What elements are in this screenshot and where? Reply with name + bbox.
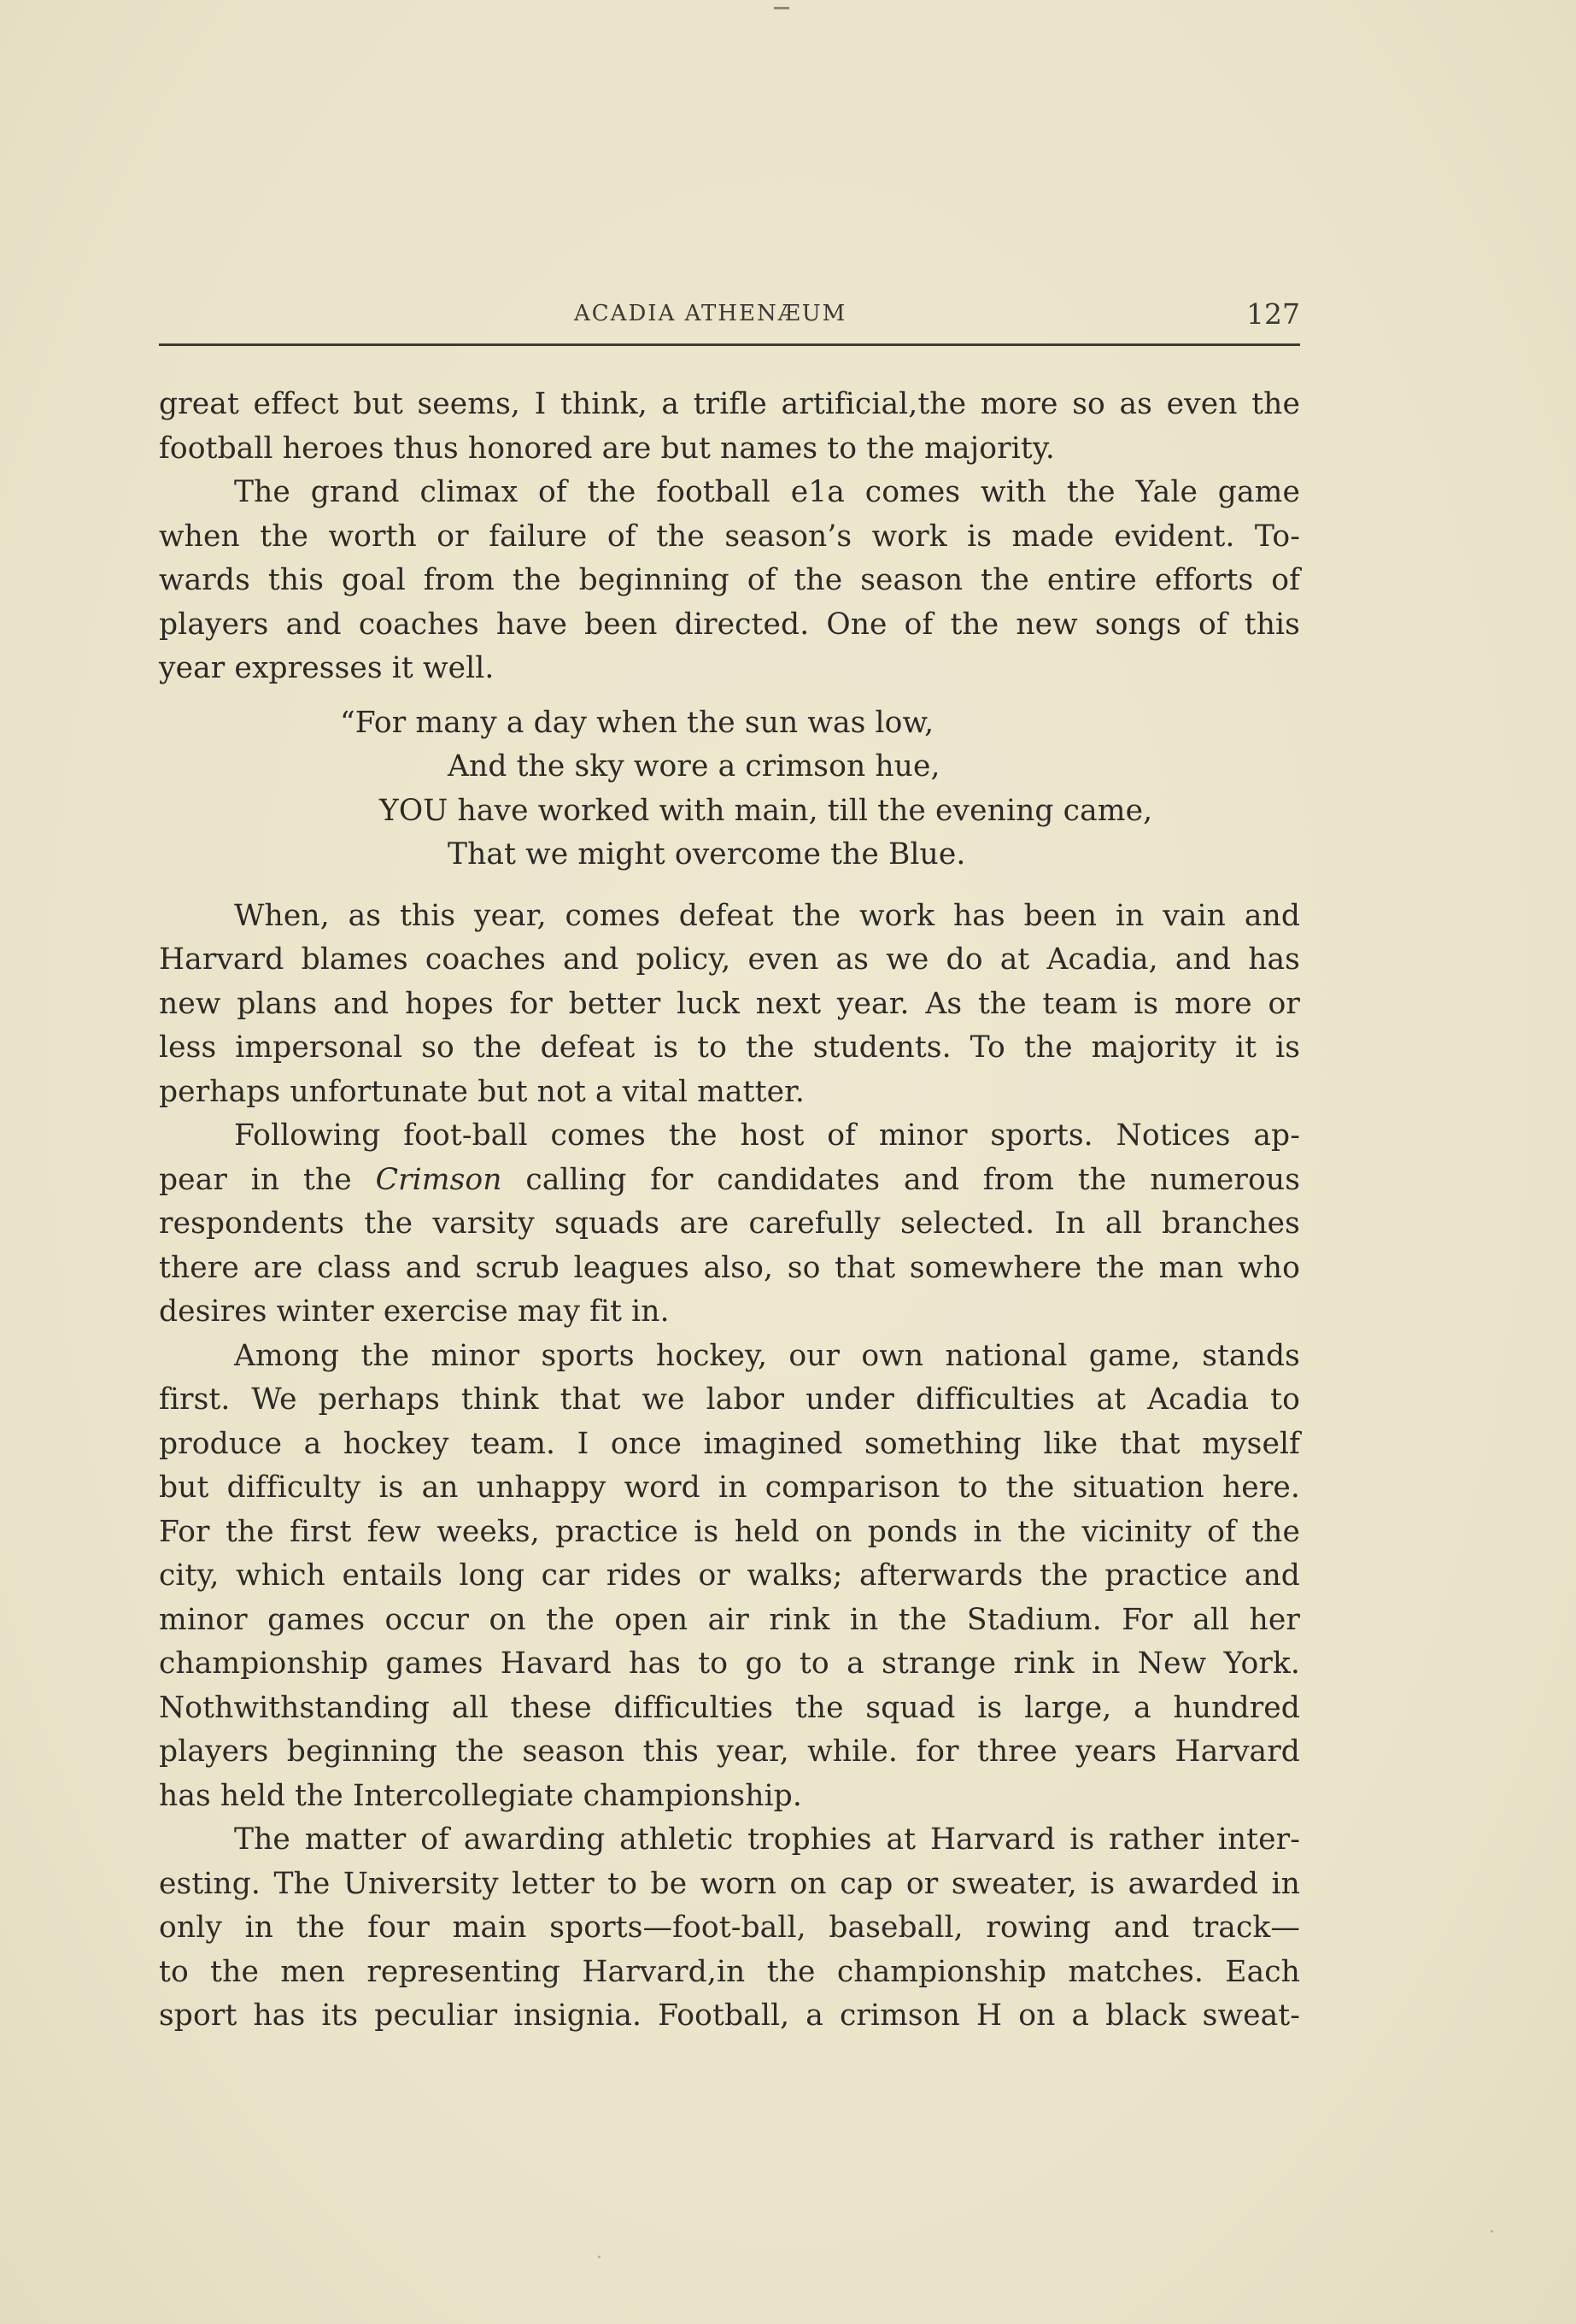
journal-title: ACADIA ATHENÆUM xyxy=(574,301,847,326)
text-line: first. We perhaps think that we labor under difficulties at Acadia to xyxy=(159,1382,1300,1417)
paper-speck xyxy=(598,2256,601,2258)
text-line: The matter of awarding athletic trophies at Harvard is rather inter- xyxy=(234,1822,1300,1857)
text-line: has held the Intercollegiate championship. xyxy=(159,1778,802,1813)
text-line: football heroes thus honored are but names to the majority. xyxy=(159,431,1055,466)
paragraph xyxy=(159,471,1300,691)
text-line: Among the minor sports hockey, our own national game, stands xyxy=(234,1338,1300,1373)
italic-title: Crimson xyxy=(375,1162,502,1197)
text-line: sport has its peculiar insignia. Football, a crimson H on a black sweat- xyxy=(159,1998,1300,2033)
text-line: The grand climax of the football e1a comes with the Yale game xyxy=(234,475,1300,509)
paragraph xyxy=(159,1335,1300,1819)
verse-line: And the sky wore a crimson hue, xyxy=(448,749,940,783)
paragraph xyxy=(159,1818,1300,2039)
text-line: there are class and scrub leagues also, so that somewhere the man who xyxy=(159,1250,1300,1285)
text-line: minor games occur on the open air rink in the Stadium. For all her xyxy=(159,1602,1300,1637)
text-line: wards this goal from the beginning of the season the entire efforts of xyxy=(159,563,1300,597)
text-line: when the worth or failure of the season’s work is made evident. To- xyxy=(159,519,1300,554)
paragraph xyxy=(159,1114,1300,1335)
text-line: great effect but seems, I think, a trifle artificial,the more so as even the xyxy=(159,387,1300,421)
text-line: perhaps unfortunate but not a vital matter. xyxy=(159,1074,805,1109)
verse-line: YOU have worked with main, till the evening came, xyxy=(379,793,1153,828)
text-line: city, which entails long car rides or walks; afterwards the practice and xyxy=(159,1558,1300,1593)
header-rule xyxy=(159,343,1300,346)
paragraphs-after-verse xyxy=(159,895,1300,2039)
running-head xyxy=(159,297,1300,335)
text-line: new plans and hopes for better luck next year. As the team is more or xyxy=(159,986,1300,1021)
text-line: players and coaches have been directed. One of the new songs of this xyxy=(159,607,1300,642)
text-line: For the first few weeks, practice is held on ponds in the vicinity of the xyxy=(159,1514,1300,1549)
text-line: year expresses it well. xyxy=(159,651,495,685)
text-line: championship games Havard has to go to a strange rink in New York. xyxy=(159,1646,1300,1681)
paragraphs-before-verse xyxy=(159,383,1300,691)
text-line: to the men representing Harvard,in the championship matches. Each xyxy=(159,1954,1300,1989)
text-line: pear in the Crimson calling for candidates and from the numerous xyxy=(159,1162,1300,1197)
text-line: When, as this year, comes defeat the work has been in vain and xyxy=(234,898,1300,933)
text-line: esting. The University letter to be worn on cap or sweater, is awarded in xyxy=(159,1866,1300,1901)
text-line: players beginning the season this year, while. for three years Harvard xyxy=(159,1734,1300,1769)
text-line: only in the four main sports—foot-ball, baseball, rowing and track— xyxy=(159,1910,1300,1945)
text-line: produce a hockey team. I once imagined something like that myself xyxy=(159,1426,1300,1461)
page-number: 127 xyxy=(1246,297,1300,331)
text-line: Following foot-ball comes the host of minor sports. Notices ap- xyxy=(234,1118,1300,1153)
text-line: Nothwithstanding all these difficulties the squad is large, a hundred xyxy=(159,1690,1300,1725)
text-line: less impersonal so the defeat is to the students. To the majority it is xyxy=(159,1030,1300,1065)
paper-speck xyxy=(1491,2230,1493,2233)
text-line: desires winter exercise may fit in. xyxy=(159,1294,670,1329)
text-line: respondents the varsity squads are carefully selected. In all branches xyxy=(159,1206,1300,1241)
article-body xyxy=(159,383,1300,2039)
text-line: Harvard blames coaches and policy, even as we do at Acadia, and has xyxy=(159,942,1300,977)
text-line: but difficulty is an unhappy word in comparison to the situation here. xyxy=(159,1470,1300,1505)
verse-quotation xyxy=(159,701,1300,877)
paragraph xyxy=(159,383,1300,471)
verse-line: That we might overcome the Blue. xyxy=(448,837,966,872)
page-edge-mark xyxy=(774,7,789,9)
paragraph xyxy=(159,895,1300,1115)
verse-line: “For many a day when the sun was low, xyxy=(340,705,934,740)
